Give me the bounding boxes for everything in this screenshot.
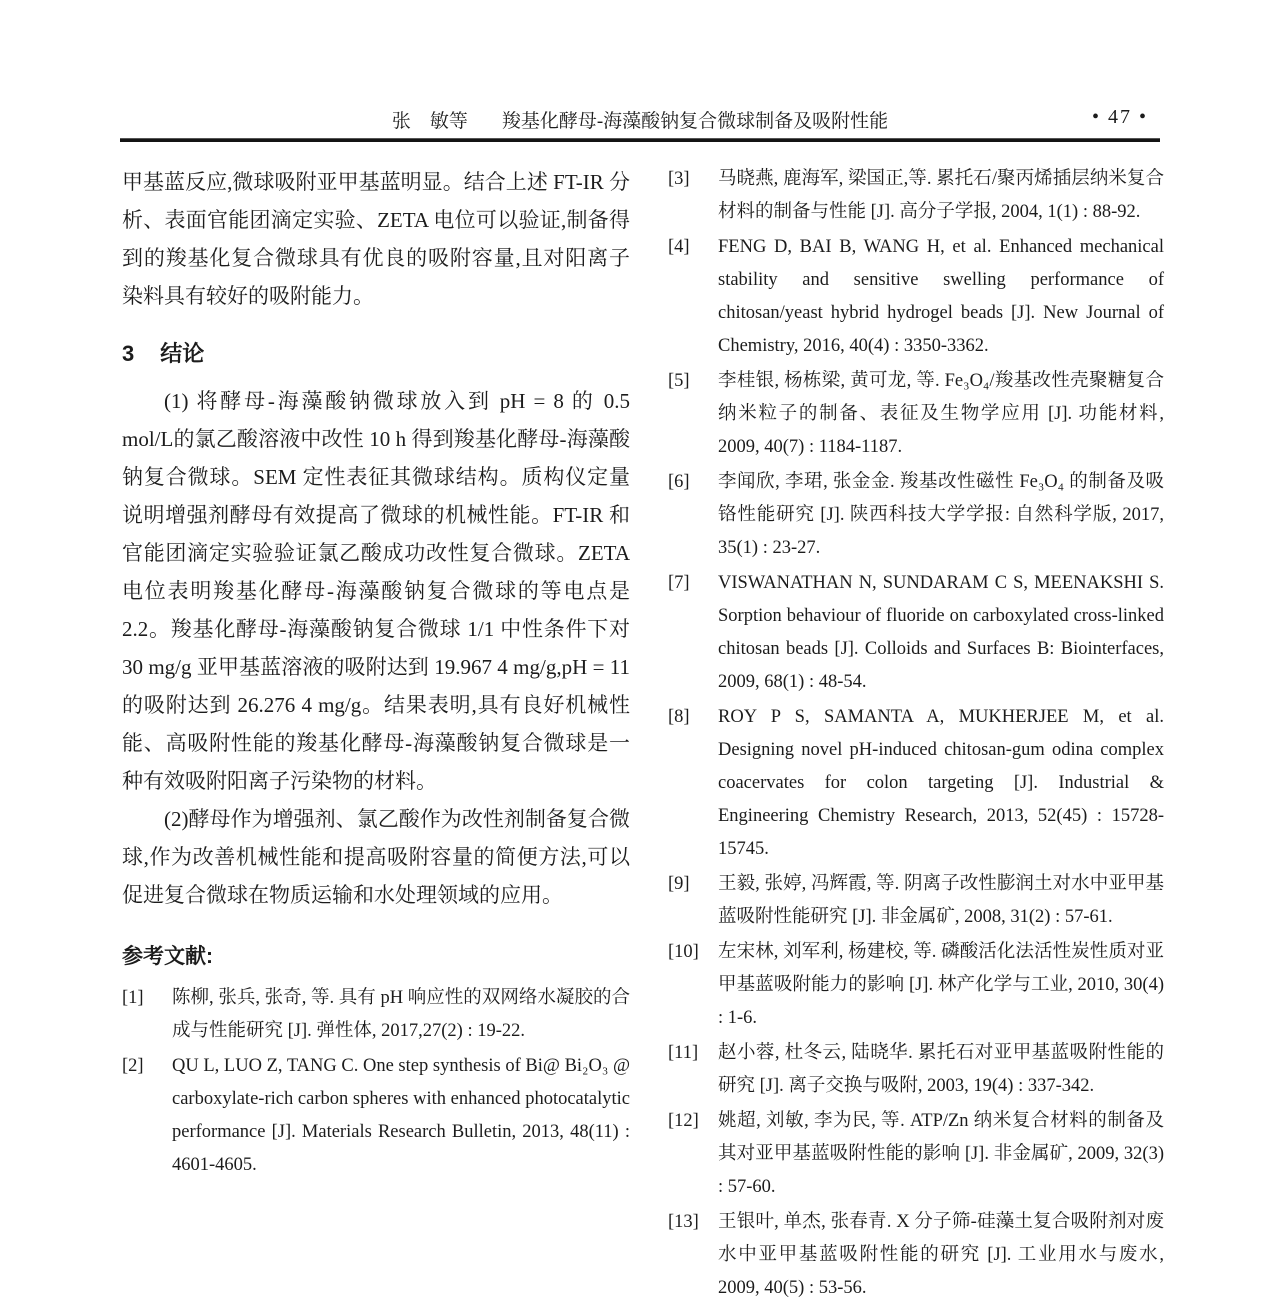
reference-item-12: [668, 1105, 1164, 1204]
section-number: 3: [122, 341, 135, 366]
reference-number: [2]: [122, 1056, 144, 1076]
reference-number: [1]: [122, 988, 144, 1008]
reference-text: 姚超, 刘敏, 李为民, 等. ATP/Zn 纳米复合材料的制备及其对亚甲基蓝吸附性能的影响 [J]. 非金属矿, 2009, 32(3) : 57-60.: [718, 1111, 1164, 1197]
left-column: [122, 163, 630, 1184]
reference-item-9: [668, 868, 1164, 934]
reference-text: 王银叶, 单杰, 张春青. X 分子筛-硅藻土复合吸附剂对废水中亚甲基蓝吸附性能的研究 [J]. 工业用水与废水, 2009, 40(5) : 53-56.: [718, 1212, 1164, 1298]
reference-number: [6]: [668, 472, 690, 492]
intro-paragraph: 甲基蓝反应,微球吸附亚甲基蓝明显。结合上述 FT-IR 分析、表面官能团滴定实验、ZETA 电位可以验证,制备得到的羧基化复合微球具有优良的吸附容量,且对阳离子染料具有较好的吸附能力。: [122, 170, 630, 308]
reference-text: 王毅, 张婷, 冯辉霞, 等. 阴离子改性膨润土对水中亚甲基蓝吸附性能研究 [J]. 非金属矿, 2008, 31(2) : 57-61.: [718, 874, 1164, 927]
reference-number: [8]: [668, 707, 690, 727]
reference-number: [5]: [668, 371, 690, 391]
references-heading: 参考文献:: [122, 945, 213, 968]
reference-text: 李桂银, 杨栋梁, 黄可龙, 等. Fe₃O₄/羧基改性壳聚糖复合纳米粒子的制备、表征及生物学应用 [J]. 功能材料, 2009, 40(7) : 1184-1187.: [718, 371, 1164, 457]
reference-text: VISWANATHAN N, SUNDARAM C S, MEENAKSHI S. Sorption behaviour of fluoride on carboxylated cross-linked chitosan beads [J]. Colloids and Surfaces B: Biointerfaces, 2009, 68(1) : 48-54.: [718, 573, 1164, 692]
reference-number: [7]: [668, 573, 690, 593]
running-head: [120, 106, 1160, 132]
reference-item-4: [668, 231, 1164, 363]
reference-text: ROY P S, SAMANTA A, MUKHERJEE M, et al. Designing novel pH-induced chitosan-gum odina complex coacervates for colon targeting [J]. Industrial & Engineering Chemistry Research, 2013, 52(45) : 15728-15745.: [718, 707, 1164, 859]
header-rule: [120, 138, 1160, 142]
reference-item-2: [122, 1050, 630, 1182]
reference-item-11: [668, 1037, 1164, 1103]
reference-number: [3]: [668, 169, 690, 189]
conclusion-paragraph-2: (2)酵母作为增强剂、氯乙酸作为改性剂制备复合微球,作为改善机械性能和提高吸附容量的简便方法,可以促进复合微球在物质运输和水处理领域的应用。: [122, 807, 630, 907]
reference-number: [11]: [668, 1043, 699, 1063]
right-column: [668, 163, 1164, 1307]
reference-item-13: [668, 1206, 1164, 1305]
reference-number: [12]: [668, 1111, 699, 1131]
running-head-title: 羧基化酵母-海藻酸钠复合微球制备及吸附性能: [501, 111, 889, 132]
reference-number: [13]: [668, 1212, 699, 1232]
reference-item-7: [668, 567, 1164, 699]
reference-text: 陈柳, 张兵, 张奇, 等. 具有 pH 响应性的双网络水凝胶的合成与性能研究 [J]. 弹性体, 2017,27(2) : 19-22.: [172, 988, 630, 1041]
reference-item-8: [668, 701, 1164, 866]
section-heading-conclusion: [122, 337, 630, 368]
reference-item-10: [668, 936, 1164, 1035]
reference-text: 左宋林, 刘军利, 杨建校, 等. 磷酸活化法活性炭性质对亚甲基蓝吸附能力的影响 [J]. 林产化学与工业, 2010, 30(4) : 1-6.: [718, 942, 1164, 1028]
reference-number: [10]: [668, 942, 699, 962]
running-head-authors: 张 敏等: [391, 111, 468, 132]
reference-number: [9]: [668, 874, 690, 894]
reference-item-1: [122, 982, 630, 1048]
reference-item-6: [668, 466, 1164, 565]
reference-text: 赵小蓉, 杜冬云, 陆晓华. 累托石对亚甲基蓝吸附性能的研究 [J]. 离子交换与吸附, 2003, 19(4) : 337-342.: [718, 1043, 1164, 1096]
reference-item-5: [668, 365, 1164, 464]
reference-text: 马晓燕, 鹿海军, 梁国正,等. 累托石/聚丙烯插层纳米复合材料的制备与性能 [J]. 高分子学报, 2004, 1(1) : 88-92.: [718, 169, 1164, 222]
reference-number: [4]: [668, 237, 690, 257]
conclusion-paragraph-1: (1) 将酵母-海藻酸钠微球放入到 pH = 8 的 0.5 mol/L的氯乙酸溶液中改性 10 h 得到羧基化酵母-海藻酸钠复合微球。SEM 定性表征其微球结构。质构仪定量说明增强剂酵母有效提高了微球的机械性能。FT-IR 和官能团滴定实验验证氯乙酸成功改性复合微球。ZETA 电位表明羧基化酵母-海藻酸钠复合微球的等电点是 2.2。羧基化酵母-海藻酸钠复合微球 1/1 中性条件下对 30 mg/g 亚甲基蓝溶液的吸附达到 19.967 4 mg/g,pH = 11 的吸附达到 26.276 4 mg/g。结果表明,具有良好机械性能、高吸附性能的羧基化酵母-海藻酸钠复合微球是一种有效吸附阳离子污染物的材料。: [122, 389, 630, 793]
reference-text: QU L, LUO Z, TANG C. One step synthesis of Bi@ Bi₂O₃ @ carboxylate-rich carbon spheres with enhanced photocatalytic performance [J]. Materials Research Bulletin, 2013, 48(11) : 4601-4605.: [172, 1056, 630, 1175]
reference-text: 李闻欣, 李珺, 张金金. 羧基改性磁性 Fe₃O₄ 的制备及吸铬性能研究 [J]. 陕西科技大学学报: 自然科学版, 2017, 35(1) : 23-27.: [718, 472, 1164, 558]
section-title: 结论: [160, 341, 205, 366]
reference-text: FENG D, BAI B, WANG H, et al. Enhanced mechanical stability and sensitive swelling performance of chitosan/yeast hybrid hydrogel beads [J]. New Journal of Chemistry, 2016, 40(4) : 3350-3362.: [718, 237, 1164, 356]
page-number: • 47 •: [1091, 106, 1148, 128]
reference-item-3: [668, 163, 1164, 229]
